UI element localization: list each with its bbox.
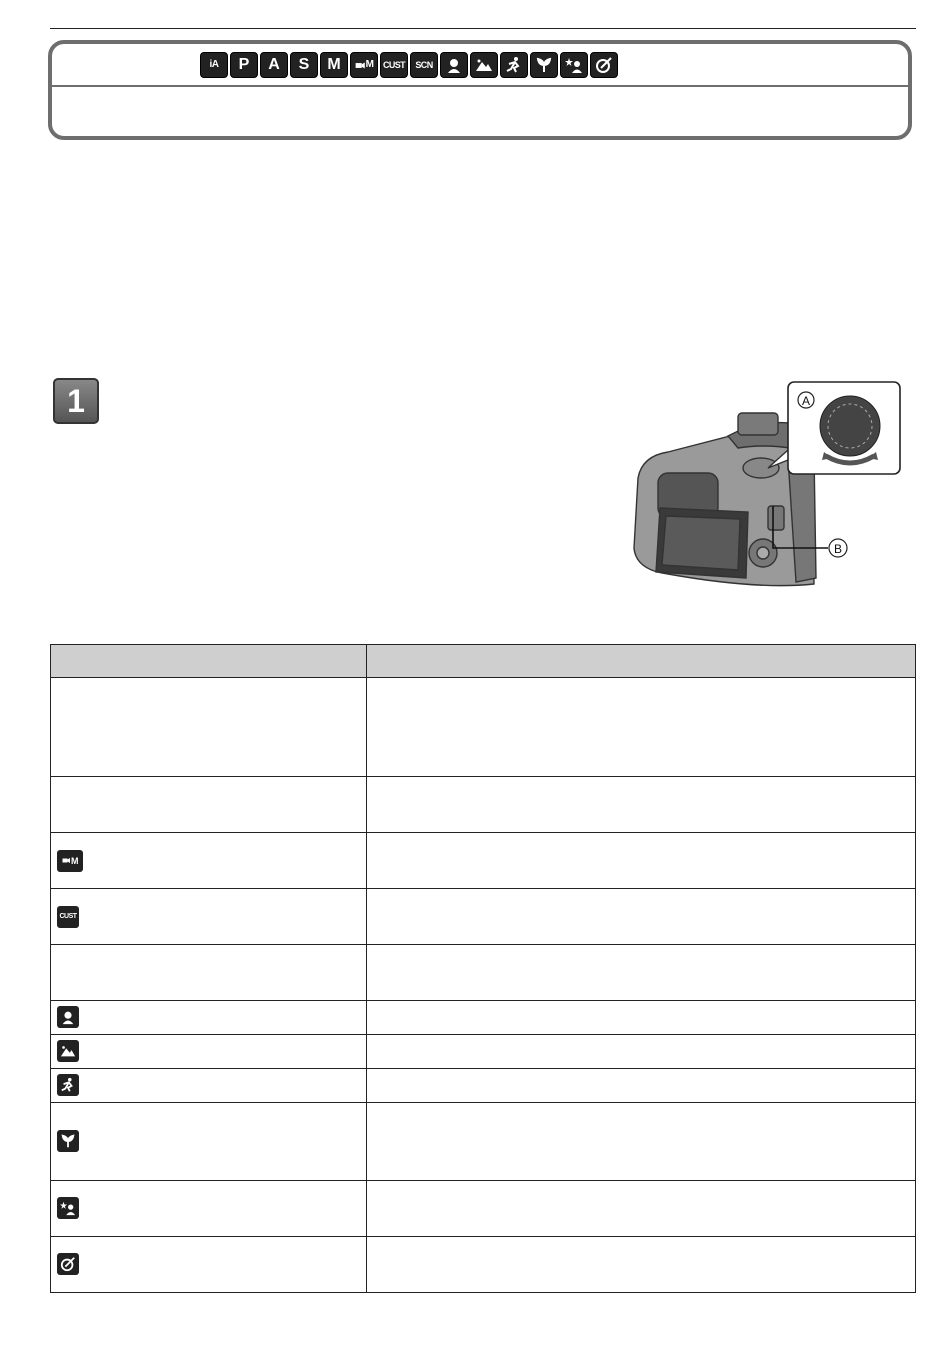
description-cell bbox=[367, 889, 916, 945]
description-cell bbox=[367, 678, 916, 777]
portrait-icon bbox=[440, 52, 468, 78]
mode-cell bbox=[51, 1069, 367, 1103]
description-cell bbox=[367, 1237, 916, 1293]
program-ae-icon: P bbox=[230, 52, 258, 78]
mode-cell bbox=[51, 1181, 367, 1237]
table-row bbox=[51, 1069, 916, 1103]
portrait-icon bbox=[57, 1006, 79, 1028]
table-header-cell bbox=[367, 645, 916, 678]
close-up-icon bbox=[530, 52, 558, 78]
creative-motion-picture-label: M bbox=[365, 59, 374, 70]
table-row bbox=[51, 1001, 916, 1035]
mode-cell bbox=[51, 777, 367, 833]
table-row bbox=[51, 1237, 916, 1293]
creative-motion-picture-icon bbox=[57, 850, 83, 872]
table-row bbox=[51, 1181, 916, 1237]
description-cell bbox=[367, 1181, 916, 1237]
mode-cell bbox=[51, 1237, 367, 1293]
table-header-row bbox=[51, 645, 916, 678]
table-row bbox=[51, 1103, 916, 1181]
my-color-icon bbox=[57, 1253, 79, 1275]
mode-cell bbox=[51, 945, 367, 1001]
description-cell bbox=[367, 1035, 916, 1069]
description-cell bbox=[367, 777, 916, 833]
table-row bbox=[51, 1035, 916, 1069]
table-row bbox=[51, 678, 916, 777]
description-cell bbox=[367, 1001, 916, 1035]
custom-mode-icon: CUST bbox=[380, 52, 408, 78]
mode-description-table bbox=[50, 644, 916, 1293]
custom-mode-icon: CUST bbox=[57, 906, 79, 928]
mode-cell bbox=[51, 1001, 367, 1035]
callout-b-text: B bbox=[833, 542, 843, 556]
description-cell bbox=[367, 945, 916, 1001]
camera-illustration bbox=[628, 378, 908, 590]
shutter-priority-icon: S bbox=[290, 52, 318, 78]
callout-a-label bbox=[802, 394, 810, 408]
scenery-icon bbox=[470, 52, 498, 78]
description-cell bbox=[367, 1069, 916, 1103]
creative-motion-picture-row-label: M bbox=[71, 855, 78, 866]
sports-icon bbox=[500, 52, 528, 78]
table-row bbox=[51, 777, 916, 833]
step-badge: 1 bbox=[53, 378, 99, 424]
mode-cell bbox=[51, 1103, 367, 1181]
mode-cell bbox=[51, 833, 367, 889]
scene-mode-icon: SCN bbox=[410, 52, 438, 78]
mode-dial-inset bbox=[768, 382, 900, 474]
table-row bbox=[51, 889, 916, 945]
night-portrait-icon bbox=[560, 52, 588, 78]
top-rule bbox=[50, 28, 916, 29]
table-header-cell bbox=[51, 645, 367, 678]
callout-a-text: A bbox=[801, 394, 811, 408]
creative-motion-picture-icon bbox=[350, 52, 378, 78]
night-portrait-icon bbox=[57, 1197, 79, 1219]
manual-exposure-icon: M bbox=[320, 52, 348, 78]
mode-cell bbox=[51, 889, 367, 945]
scenery-icon bbox=[57, 1040, 79, 1062]
description-cell bbox=[367, 1103, 916, 1181]
intelligent-auto-icon: iA bbox=[200, 52, 228, 78]
applicable-modes-box bbox=[48, 40, 912, 140]
mode-cell bbox=[51, 1035, 367, 1069]
my-color-icon bbox=[590, 52, 618, 78]
mode-icon-row bbox=[200, 52, 618, 78]
mode-cell bbox=[51, 678, 367, 777]
header-divider bbox=[52, 85, 908, 87]
sports-icon bbox=[57, 1074, 79, 1096]
table-row bbox=[51, 945, 916, 1001]
aperture-priority-icon: A bbox=[260, 52, 288, 78]
description-cell bbox=[367, 833, 916, 889]
close-up-icon bbox=[57, 1130, 79, 1152]
table-row bbox=[51, 833, 916, 889]
